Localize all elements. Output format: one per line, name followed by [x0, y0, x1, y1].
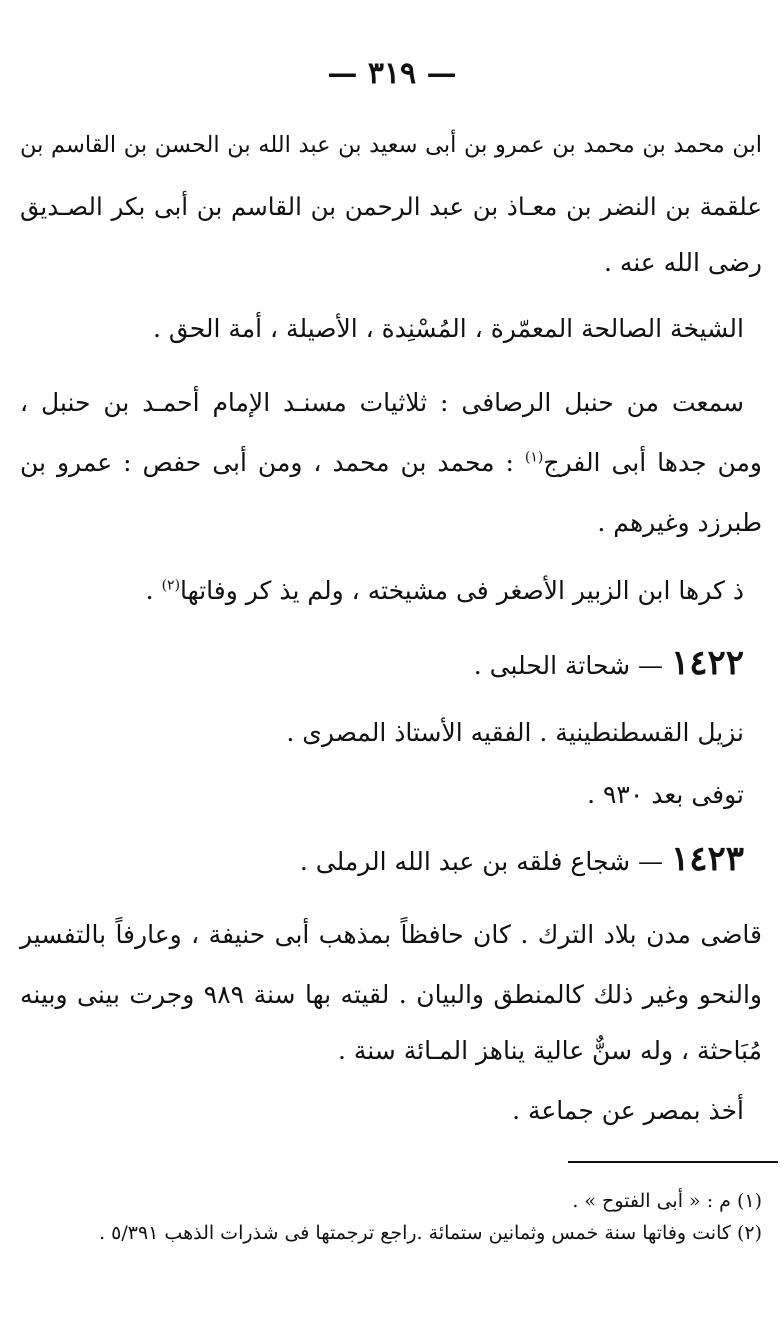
text-line: ابن محمد بن محمد بن عمرو بن أبى سعيد بن عبد الله بن الحسن بن القاسم بن — [20, 132, 762, 158]
text-line: سمعت من حنبل الرصافى : ثلاثيات مسنـد الإمام أحمـد بن حنبل ، — [20, 388, 744, 417]
text-line: أخذ بمصر عن جماعة . — [512, 1096, 744, 1125]
entry-number: ١٤٢٣ — [670, 839, 744, 879]
entry-separator: — — [630, 847, 671, 876]
text-line: نزيل القسطنطينية . الفقيه الأستاذ المصرى . — [286, 718, 744, 747]
entry-name: شحاتة الحلبى . — [473, 651, 631, 680]
text-line: طبرزد وغيرهم . — [597, 508, 762, 537]
text-line: علقمة بن النضر بن معـاذ بن عبد الرحمن بن القاسم بن أبى بكر الصـديق — [20, 192, 762, 221]
page-number: — ٣١٩ — — [327, 56, 457, 91]
text-line: رضى الله عنه . — [603, 248, 762, 277]
text-line-with-footnote — [20, 446, 762, 480]
text-segment: ومن جدها أبى الفرج — [543, 448, 762, 477]
text-segment: . — [145, 576, 162, 605]
footnote-ref-2: (٢) — [161, 577, 181, 594]
text-line: مُبَاحثة ، وله سنٌّ عالية يناهز المـائة سنة . — [337, 1036, 762, 1065]
entry-heading-1422 — [473, 643, 744, 683]
entry-heading-1423 — [299, 839, 744, 879]
footnote-2: (٢) كانت وفاتها سنة خمس وثمانين ستمائة .راجع ترجمتها فى شذرات الذهب ٥/٣٩١ . — [99, 1222, 762, 1244]
text-line: قاضى مدن بلاد الترك . كان حافظاً بمذهب أبى حنيفة ، وعارفاً بالتفسير — [20, 920, 762, 949]
footnote-ref-1: (١) — [524, 449, 544, 466]
text-line: الشيخة الصالحة المعمّرة ، المُسْنِدة ، الأصيلة ، أمة الحق . — [152, 314, 744, 343]
footnote-divider — [568, 1161, 778, 1163]
text-segment: ذ كرها ابن الزبير الأصغر فى مشيخته ، ولم يذ كر وفاتها — [180, 576, 744, 605]
entry-name: شجاع فلقه بن عبد الله الرملى . — [299, 847, 631, 876]
text-segment: : محمد بن محمد ، ومن أبى حفص : عمرو بن — [20, 448, 525, 477]
entry-number: ١٤٢٢ — [670, 643, 744, 683]
entry-separator: — — [630, 651, 671, 680]
text-line: توفى بعد ٩٣٠ . — [587, 780, 744, 809]
text-line: والنحو وغير ذلك كالمنطق والبيان . لقيته بها سنة ٩٨٩ وجرت بينى وبينه — [20, 980, 762, 1009]
footnote-1: (١) م : « أبى الفتوح » . — [572, 1190, 762, 1212]
text-line-with-footnote — [146, 574, 744, 608]
